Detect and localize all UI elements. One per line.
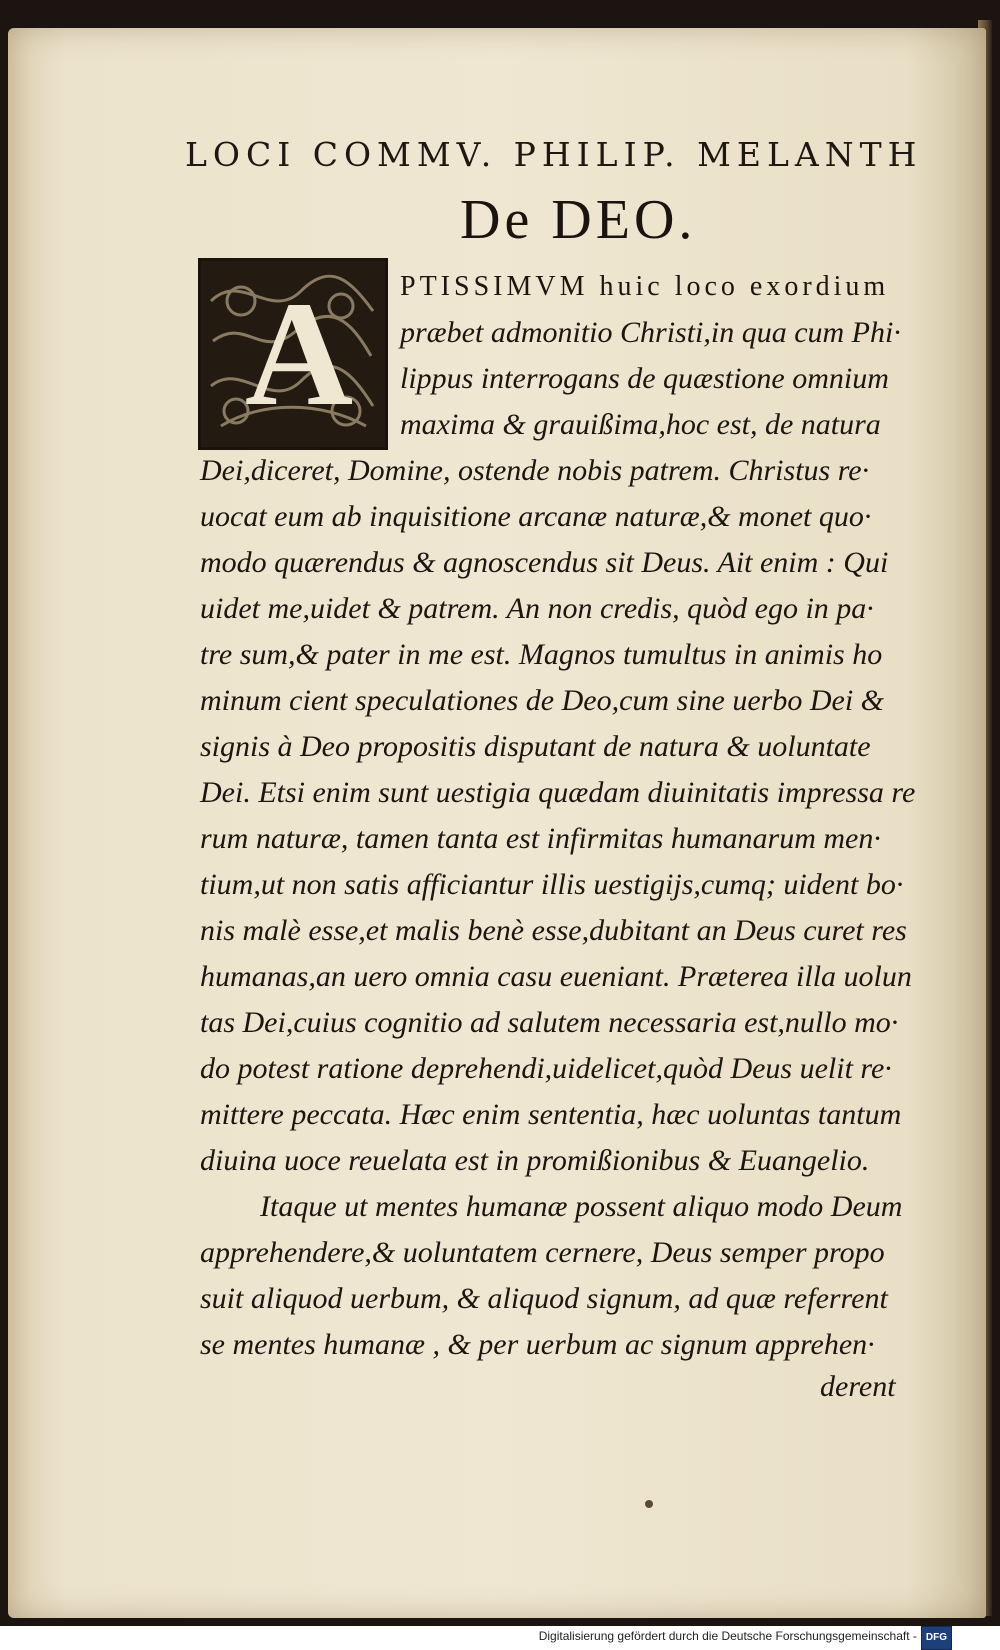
text-line: suit aliquod uerbum, & aliquod signum, ad quæ referrent: [200, 1282, 888, 1315]
footer-text: Digitalisierung gefördert durch die Deutsche Forschungsgemeinschaft -: [538, 1629, 917, 1643]
text-line: nis malè esse,et malis benè esse,dubitant an Deus curet res: [200, 914, 907, 947]
text-line: diuina uoce reuelata est in promißionibus & Euangelio.: [200, 1144, 870, 1177]
text-line: mittere peccata. Hæc enim sententia, hæc uoluntas tantum: [200, 1098, 902, 1131]
decorated-initial-icon: [198, 258, 388, 450]
text-line: rum naturæ, tamen tanta est infirmitas humanarum men·: [200, 822, 881, 855]
dfg-logo: DFG: [921, 1626, 952, 1650]
page-mark: [645, 1500, 653, 1508]
text-line: PTISSIMVM huic loco exordium: [400, 271, 890, 302]
text-line: se mentes humanæ , & per uerbum ac signum apprehen·: [200, 1328, 875, 1361]
text-line: apprehendere,& uoluntatem cernere, Deus semper propo: [200, 1236, 885, 1269]
text-line: tium,ut non satis afficiantur illis uestigijs,cumq; uident bo·: [200, 868, 904, 901]
text-line: Dei. Etsi enim sunt uestigia quædam diuinitatis impressa re: [200, 776, 916, 809]
text-line: modo quærendus & agnoscendus sit Deus. Ait enim : Qui: [200, 546, 889, 579]
text-line: signis à Deo propositis disputant de natura & uoluntate: [200, 730, 871, 763]
text-line: Dei,diceret, Domine, ostende nobis patrem. Christus re·: [200, 454, 870, 487]
catchword: derent: [820, 1370, 896, 1403]
text-line: uocat eum ab inquisitione arcanæ naturæ,& monet quo·: [200, 500, 872, 533]
text-line: Itaque ut mentes humanæ possent aliquo modo Deum: [260, 1190, 903, 1223]
text-line: lippus interrogans de quæstione omnium: [400, 362, 889, 395]
page-title: De DEO.: [460, 189, 697, 251]
text-line: tre sum,& pater in me est. Magnos tumultus in animis ho: [200, 638, 883, 671]
text-line: humanas,an uero omnia casu eueniant. Præterea illa uolun: [200, 960, 912, 993]
text-line: minum cient speculationes de Deo,cum sine uerbo Dei &: [200, 684, 885, 717]
text-line: tas Dei,cuius cognitio ad salutem necessaria est,nullo mo·: [200, 1006, 899, 1039]
text-line: uidet me,uidet & patrem. An non credis, quòd ego in pa·: [200, 592, 874, 625]
text-line: præbet admonitio Christi,in qua cum Phi·: [400, 316, 901, 349]
text-line: do potest ratione deprehendi,uidelicet,quòd Deus uelit re·: [200, 1052, 892, 1085]
footer: [539, 1626, 952, 1646]
initial-letter: A: [244, 271, 354, 437]
running-head: LOCI COMMV. PHILIP. MELANTH: [185, 135, 923, 174]
text-line: maxima & grauißima,hoc est, de natura: [400, 408, 881, 441]
